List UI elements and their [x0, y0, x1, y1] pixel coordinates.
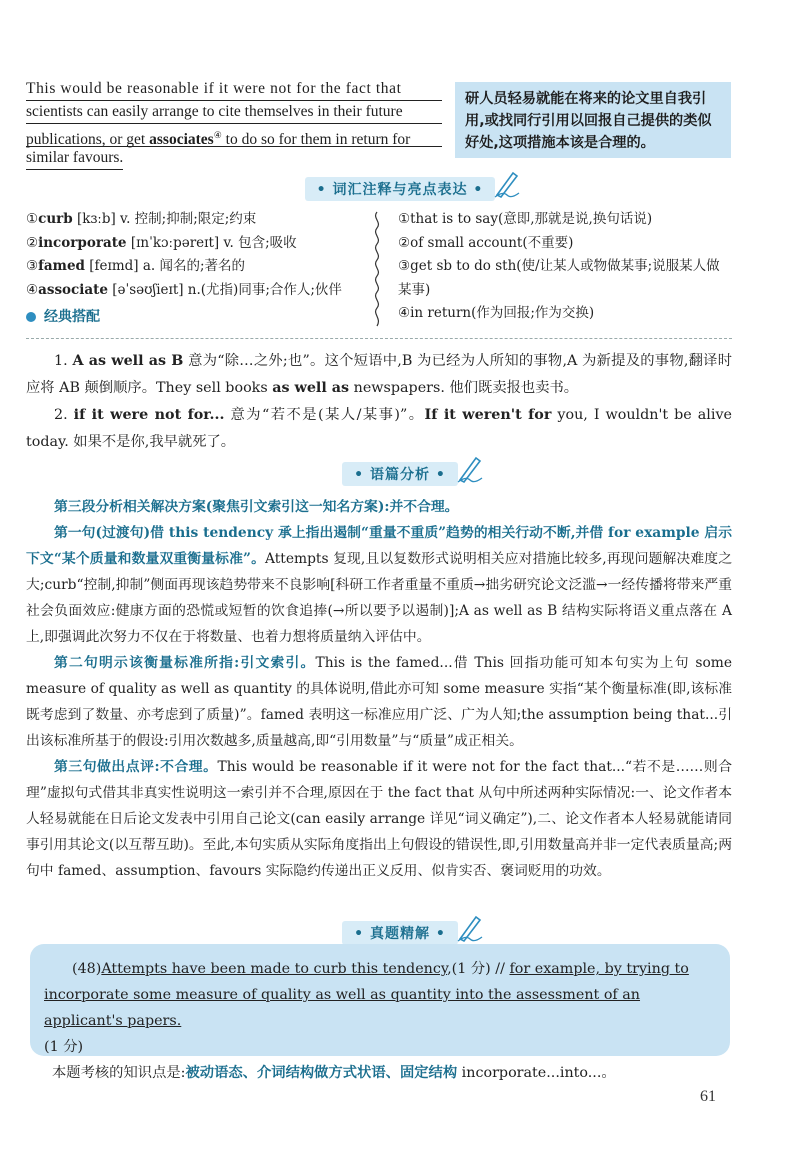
vocab-banner — [0, 176, 800, 202]
passage-line-3: publications, or get associates④ to do so for them in return for — [26, 124, 442, 147]
phrase-item: ②of small account(不重要) — [398, 234, 574, 251]
answer-text: (48)Attempts have been made to curb this tendency,(1 分) // for example, by trying to incorporate some measure of quality as well as quantity into the assessment of an applicant's papers. (1 分) — [44, 961, 689, 1055]
analysis-section — [26, 494, 732, 884]
collocation-item-2: 2. if it were not for... 意为“若不是(某人/某事)”。If it weren't for you, I wouldn't be alive today. 如果不是你,我早就死了。 — [26, 407, 732, 450]
phrase-item: 某事) — [398, 281, 431, 298]
vocab-item: ③famed [feɪmd] a. 闻名的;著名的 — [26, 258, 246, 274]
english-passage — [26, 78, 442, 170]
phrase-item: ③get sb to do sth(使/让某人或物做某事;说服某人做 — [398, 258, 720, 274]
analysis-summary: 第三段分析相关解决方案(聚焦引文索引这一知名方案):并不合理。 — [54, 499, 459, 515]
phrase-item: ④in return(作为回报;作为交换) — [398, 305, 595, 321]
associates-word: associates — [149, 131, 214, 149]
passage-line-2: scientists can easily arrange to cite themselves in their future — [26, 101, 442, 124]
vocab-item: ②incorporate [ɪnˈkɔːpəreɪt] v. 包含;吸收 — [26, 234, 297, 251]
pen-icon — [493, 169, 521, 199]
passage-line-4: similar favours. — [26, 147, 123, 170]
vocab-left-list — [26, 208, 366, 302]
phrase-item: ①that is to say(意即,那就是说,换句话说) — [398, 211, 653, 227]
analysis-sentence-3: 第三句做出点评:不合理。This would be reasonable if it were not for the fact that...“若不是……则合理”虚拟句式借其非真实性说明这一索引并不合理,原因在于 the fact that 从句中所述两种实际情况:一、论文作者本人轻易就能在日后论文发表中引用自己论文(can easily arrange 详见“词义确定”),二、论文作者本人轻易就能请同事引用其论文(以互帮互助)。至此,本句实质从实际角度指出上句假设的错误性,即,引用数量高并非一定代表质量高;两句中 famed、assumption、favours 实际隐约传递出正义反用、似肯实否、褒词贬用的功效。 — [26, 759, 732, 879]
analysis-banner-pill: • 语篇分析 • — [342, 462, 458, 486]
answer-banner — [0, 920, 800, 946]
passage-line-1: This would be reasonable if it were not for the fact that — [26, 78, 442, 101]
analysis-sentence-2: 第二句明示该衡量标准所指:引文索引。This is the famed...借 This 回指功能可知本句实为上句 some measure of quality as well as quantity 的具体说明,借此亦可知 some measure 实指“某个衡量标准(即,该标准既考虑到了数量、亦考虑到了质量)”。famed 表明这一标准应用广泛、广为人知;the assumption being that...引出该标准所基于的假设:引用次数越多,质量越高,即“引用数量”与“质量”成正相关。 — [26, 655, 732, 749]
vocab-item: ①curb [kɜːb] v. 控制;抑制;限定;约束 — [26, 211, 257, 227]
collocation-item-1: 1. A as well as B 意为“除…之外;也”。这个短语中,B 为已经为人所知的事物,A 为新提及的事物,翻译时应将 AB 颠倒顺序。They sell books as well as newspapers. 他们既卖报也卖书。 — [26, 353, 733, 396]
vocab-right-list — [398, 208, 734, 326]
vocab-item: ④associate [əˈsəʊʃieɪt] n.(尤指)同事;合作人;伙伴 — [26, 281, 342, 298]
page-number: 61 — [700, 1088, 716, 1105]
vocab-banner-pill: • 词汇注释与亮点表达 • — [305, 177, 496, 201]
answer-box — [30, 944, 730, 1056]
analysis-banner — [0, 461, 800, 487]
chain-divider-icon — [370, 210, 384, 328]
translation-box: 研人员轻易就能在将来的论文里自我引用,或找同行引用以回报自己提供的类似好处,这项措施本该是合理的。 — [455, 82, 731, 158]
answer-banner-pill: • 真题精解 • — [342, 921, 458, 945]
collocation-title: 经典搭配 — [26, 306, 100, 326]
collocation-section — [26, 348, 732, 456]
pen-icon — [456, 913, 484, 943]
knowledge-point: 本题考核的知识点是:被动语态、介词结构做方式状语、固定结构 incorporate...into...。 — [52, 1065, 616, 1081]
bullet-dot-icon — [26, 312, 36, 322]
pen-icon — [456, 454, 484, 484]
divider — [26, 338, 732, 339]
analysis-sentence-1: 第一句(过渡句)借 this tendency 承上指出遏制“重量不重质”趋势的相关行动不断,并借 for example 启示下文“某个质量和数量双重衡量标准”。Attempts 复现,且以复数形式说明相关应对措施比较多,再现问题解决难度之大;curb“控制,抑制”侧面再现该趋势带来不良影响[科研工作者重量不重质→拙劣研究论文泛滥→一经传播将带来严重社会负面效应:健康方面的恐慌或短暂的饮食追捧(→所以要予以遏制)];A as well as B 结构实际将语义重点落在 A 上,即强调此次努力不仅在于将数量、也着力想将质量纳入评估中。 — [26, 525, 733, 645]
